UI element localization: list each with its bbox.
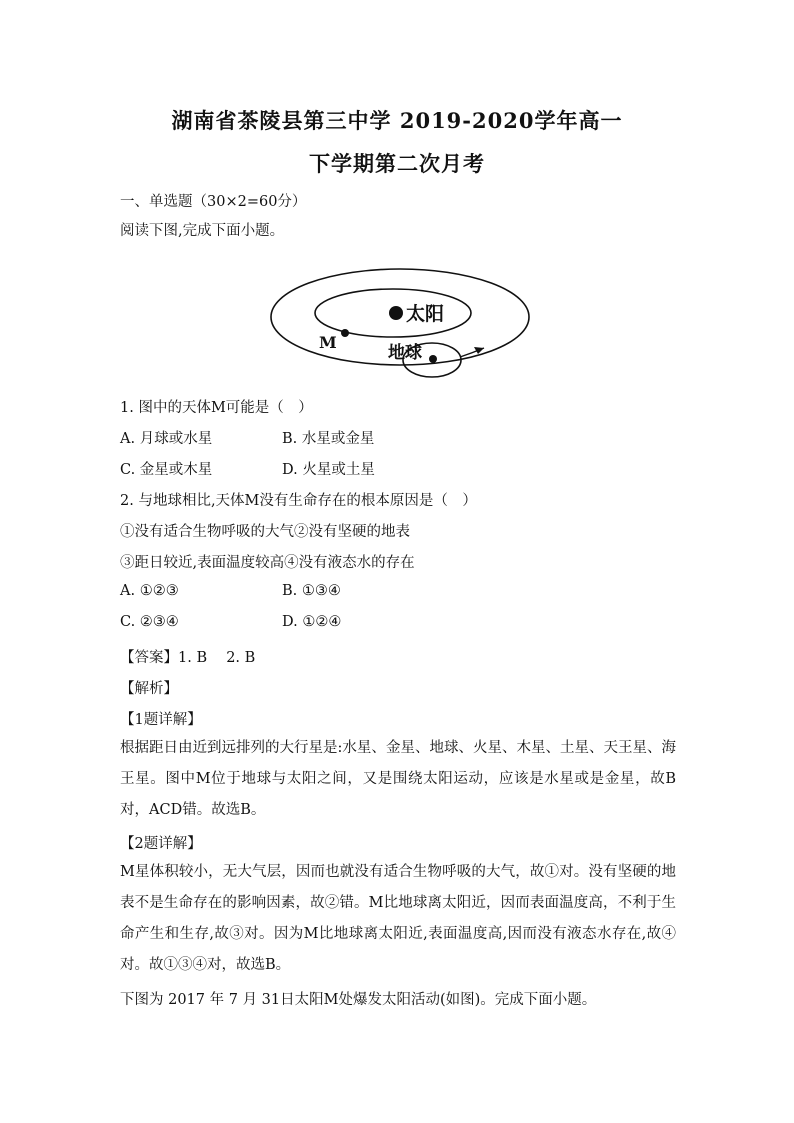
sun-dot bbox=[389, 306, 403, 320]
question-1-stem: 1. 图中的天体M可能是（ ） bbox=[120, 400, 313, 416]
question-2-stem: 2. 与地球相比,天体M没有生命存在的根本原因是（ ） bbox=[120, 493, 477, 509]
answer-line: 【答案】1. B 2. B bbox=[120, 650, 256, 666]
q1-option-a: A. 月球或水星 bbox=[120, 431, 213, 447]
document-title-line2: 下学期第二次月考 bbox=[309, 151, 485, 176]
solar-orbit-diagram bbox=[260, 265, 540, 385]
document-title-line1: 湖南省茶陵县第三中学 2019-2020学年高一 bbox=[171, 108, 623, 133]
q1-option-b: B. 水星或金星 bbox=[282, 431, 375, 447]
q1-analysis-text: 根据距日由近到远排列的大行星是:水星、金星、地球、火星、木星、土星、天王星、海王星。图中M位于地球与太阳之间，又是围绕太阳运动，应该是水星或是金星，故B对，ACD错。故选B。 bbox=[120, 740, 676, 818]
q2-option-d: D. ①②④ bbox=[282, 614, 342, 630]
q1-option-d: D. 火星或土星 bbox=[282, 462, 375, 478]
arrowhead-icon bbox=[474, 347, 484, 354]
planet-m-label: M bbox=[319, 333, 337, 352]
q2-option-c: C. ②③④ bbox=[120, 614, 179, 630]
q2-analysis-text: M星体积较小，无大气层，因而也就没有适合生物呼吸的大气，故①对。没有坚硬的地表不是生命存在的影响因素，故②错。M比地球离太阳近，因而表面温度高，不利于生命产生和生存,故③对。因为M比地球离太阳近,表面温度高,因而没有液态水存在,故④对。故①③④对，故选B。 bbox=[120, 864, 676, 973]
q1-analysis-label: 【1题详解】 bbox=[120, 712, 202, 728]
q2-analysis-label: 【2题详解】 bbox=[120, 836, 202, 852]
orbit-diagram-svg bbox=[260, 265, 540, 385]
section-heading: 一、单选题（30×2=60分） bbox=[120, 194, 307, 210]
planet-m-dot bbox=[341, 329, 349, 337]
sun-label: 太阳 bbox=[406, 303, 445, 325]
section-instruction: 阅读下图,完成下面小题。 bbox=[120, 223, 285, 239]
q2-statement-line2: ③距日较近,表面温度较高④没有液态水的存在 bbox=[120, 555, 415, 571]
q2-option-b: B. ①③④ bbox=[282, 583, 341, 599]
q1-option-c: C. 金星或木星 bbox=[120, 462, 213, 478]
earth-dot bbox=[429, 355, 437, 363]
analysis-label: 【解析】 bbox=[120, 681, 178, 697]
q2-option-a: A. ①②③ bbox=[120, 583, 179, 599]
next-question-intro: 下图为 2017 年 7 月 31日太阳M处爆发太阳活动(如图)。完成下面小题。 bbox=[120, 992, 597, 1008]
q2-statement-line1: ①没有适合生物呼吸的大气②没有坚硬的地表 bbox=[120, 524, 410, 540]
earth-label: 地球 bbox=[388, 343, 422, 363]
